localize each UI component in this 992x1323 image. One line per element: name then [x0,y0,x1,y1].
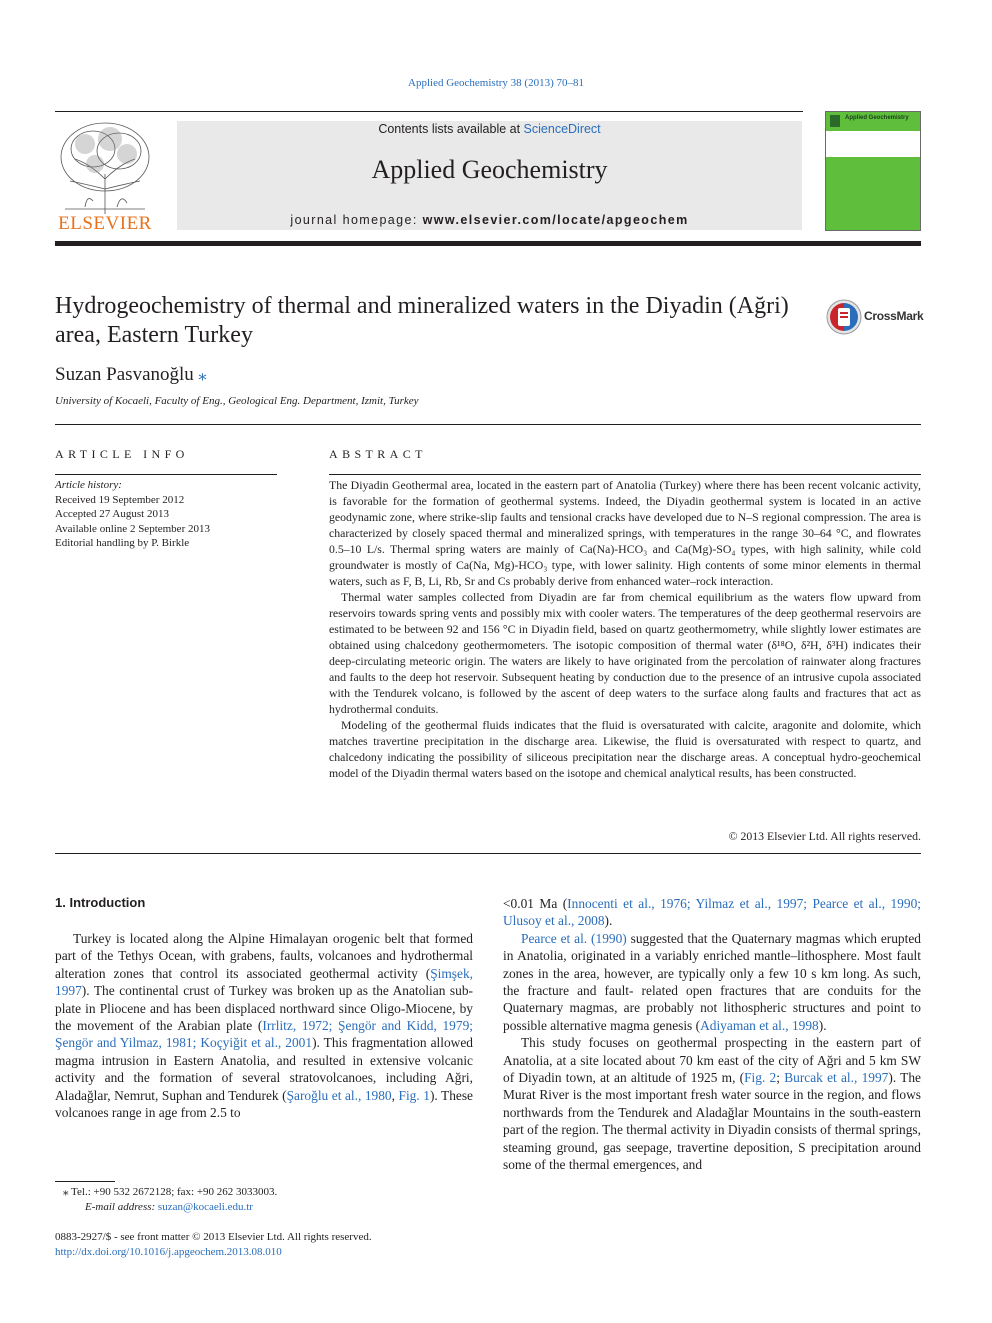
header-thick-rule [55,241,921,246]
abstract-body [329,477,921,781]
cover-white-band [826,131,921,157]
intro-paragraph-continued: <0.01 Ma (Innocenti et al., 1976; Yilmaz et al., 1997; Pearce et al., 1990; Ulusoy et al., 2008). [503,896,921,929]
sciencedirect-link[interactable]: ScienceDirect [523,122,601,136]
journal-homepage [177,213,802,227]
article-history [55,478,210,551]
article-info-heading: ARTICLE INFO [55,447,189,461]
body-right-column [503,895,921,1174]
info-top-rule [55,424,921,425]
publisher-name: ELSEVIER [58,213,152,234]
footnote-marker: ⁎ [63,1186,69,1198]
intro-paragraph-1: Turkey is located along the Alpine Himalayan orogenic belt that formed part of the Tethys Ocean, with grabens, faults, volcanoes and hydrothermal alteration zones that control its associated geothermal activity (Şimşek, 1997). The continental crust of Turkey was broken up as the Anatolian sub-plate in Pliocene and has been displaced northward since Oligo-Miocene, by the movement of the Arabian plate (Irrlitz, 1972; Şengör and Kidd, 1979; Şengör and Yilmaz, 1981; Koçyiğit et al., 2001). This fragmentation allowed magma intrusion in Eastern Anatolia, and resulted in extensive volcanic activity and the formation of several stratovolcanoes, including Ağri, Aladağlar, Nemrut, Suphan and Tendurek (Şaroğlu et al., 1980, Fig. 1). These volcanoes range in age from 2.5 to [55,931,473,1121]
article-info-rule [55,474,277,475]
history-editor: Editorial handling by P. Birkle [55,537,190,549]
author-line [55,364,207,386]
crossmark-icon [826,299,862,335]
intro-paragraph-2: Pearce et al. (1990) suggested that the Quaternary magmas which erupted in Anatolia, originated in a variably enriched mantle–lithosphere. Most fault zones in the area, however, are typically only a few 10 s km long. As such, the fracture and fault- related open fractures that are conduits for the Quaternary magmas, are probably not lithospheric structures and point to possible alternative magma genesis (Adiyaman et al., 1998). [503,930,921,1033]
crossmark-badge[interactable] [826,299,926,335]
ref-link[interactable]: Şimşek, 1997 [55,965,473,999]
history-label: Article history: [55,479,122,491]
ref-link[interactable]: Burcak et al., 1997 [784,1070,889,1086]
header-rule [55,111,803,112]
history-received: Received 19 September 2012 [55,493,185,506]
cover-title: Applied Geochemistry [845,115,909,121]
footnote-rule [55,1181,115,1182]
ref-link[interactable]: Irrlitz, 1972; Şengör and Kidd, 1979; Şengör and Yilmaz, 1981; Koçyiğit et al., 2001 [55,1018,473,1051]
abstract-heading: ABSTRACT [329,447,427,461]
journal-title: Applied Geochemistry [371,155,608,184]
abstract-copyright: © 2013 Elsevier Ltd. All rights reserved. [728,829,921,843]
author-affiliation: University of Kocaeli, Faculty of Eng., Geological Eng. Department, Izmit, Turkey [55,395,419,407]
footnote-email: E-mail address: suzan@kocaeli.edu.tr [85,1201,253,1213]
intro-paragraph-3: This study focuses on geothermal prospecting in the eastern part of Anatolia, at a site located about 70 km east of the city of Ağri and 5 km SW of Diyadin town, at an altitude of 1925 m, (Fig. 2; Burcak et al., 1997). The Murat River is the most important fresh water source in the region, and flows northwards from the Tendurek and Aladağlar Mountains in the south-eastern part of the region. The thermal activity in Diyadin consists of thermal springs, steaming ground, gas seepage, travertine deposition, S precipitation around some of the thermal emergences, and [503,1035,921,1173]
elsevier-tree-icon [55,119,155,215]
elsevier-logo [55,119,155,233]
homepage-url[interactable]: www.elsevier.com/locate/apgeochem [422,213,689,227]
article-title: Hydrogeochemistry of thermal and mineralized waters in the Diyadin (Ağri) area, Eastern Turkey [55,293,789,348]
author-footnote-marker[interactable]: ⁎ [198,367,207,384]
abstract-bottom-rule [55,853,921,854]
footnote-contact: ⁎ Tel.: +90 532 2672128; fax: +90 262 3033003. [63,1186,278,1198]
history-accepted: Accepted 27 August 2013 [55,508,169,520]
author-name[interactable]: Suzan Pasvanoğlu [55,364,194,385]
figure-link[interactable]: Fig. 1 [398,1087,430,1103]
body-left-column [55,930,473,1121]
abstract-rule [329,474,921,475]
issn-line: 0883-2927/$ - see front matter © 2013 Elsevier Ltd. All rights reserved. [55,1231,372,1243]
journal-citation[interactable]: Applied Geochemistry 38 (2013) 70–81 [408,77,584,89]
section-heading-introduction: 1. Introduction [55,895,146,910]
cover-logo-icon [830,115,840,127]
article-meta-footer [55,1230,372,1260]
ref-link[interactable]: Innocenti et al., 1976; Yilmaz et al., 1997; Pearce et al., 1990; Ulusoy et al., 2008 [503,896,921,929]
history-online: Available online 2 September 2013 [55,522,210,535]
abstract-paragraph-2: Thermal water samples collected from Diyadin are far from chemical equilibrium as the waters flow upward from reservoirs towards spring vents and possibly mix with cooler waters. The temperatures of the deep geothermal reservoirs are estimated to be between 92 and 156 °C in Diyadin field, based on quartz geothermometry, while slightly lower estimates are obtained using chalcedony geothermometers. The isotopic composition of thermal water (δ¹⁸O, δ²H, δ³H) indicates their deep-circulating meteoric origin. The waters are likely to have originated from the percolation of rainwater along fractures and faults to the deep hot reservoir. Subsequent heating by conduction due to the presence of an intrusive cupola associated with the Tendurek volcano, is followed by the ascent of deep waters to the surface along faults and fractures that act as hydrothermal conduits. [329,590,921,716]
ref-link[interactable]: Adiyaman et al., 1998 [700,1017,819,1033]
author-footnote [55,1185,475,1215]
homepage-prefix: journal homepage: [290,213,423,227]
figure-link[interactable]: Fig. 2 [744,1070,777,1086]
contents-line [177,121,802,136]
ref-link[interactable]: Pearce et al. (1990) [521,930,627,946]
journal-cover-thumbnail[interactable] [825,111,921,231]
crossmark-label: CrossMark [864,309,924,323]
contents-prefix: Contents lists available at [378,122,524,136]
doi-link[interactable]: http://dx.doi.org/10.1016/j.apgeochem.2013.08.010 [55,1246,282,1258]
email-link[interactable]: suzan@kocaeli.edu.tr [157,1201,253,1213]
ref-link[interactable]: Şaroğlu et al., 1980 [286,1087,392,1103]
abstract-paragraph-3: Modeling of the geothermal fluids indicates that the fluid is oversaturated with calcite, aragonite and dolomite, which matches travertine precipitation in the discharge area. Likewise, the fluid is oversaturated with respect to quartz, and chalcedony indicating the possibility of siliceous precipitation near the discharge areas. A conceptual hydro-geochemical model of the Diyadin thermal waters based on the isotope and chemical analytical results, has been constructed. [329,718,921,780]
abstract-paragraph-1: The Diyadin Geothermal area, located in the eastern part of Anatolia (Turkey) where there has been recent volcanic activity, is favorable for the formation of geothermal systems. Indeed, the Diyadin geothermal system is located in an active geodynamic zone, where strike-slip faults and tensional cracks have developed due to N–S regional compression. The area is characterized by closely spaced thermal and mineralized springs, with temperatures in the range 30–64 °C, and flowrates 0.5–10 L/s. Thermal spring waters are mainly of Ca(Na)-HCO₃ and Ca(Mg)-SO₄ types, with high salinity, while cold groundwater is mostly of Ca(Na, Mg)-HCO₃ type, with lower salinity. High contents of some minor elements in thermal waters, such as F, B, Li, Rb, Sr and Cs probably derive from enhanced water–rock interaction. [329,478,921,588]
